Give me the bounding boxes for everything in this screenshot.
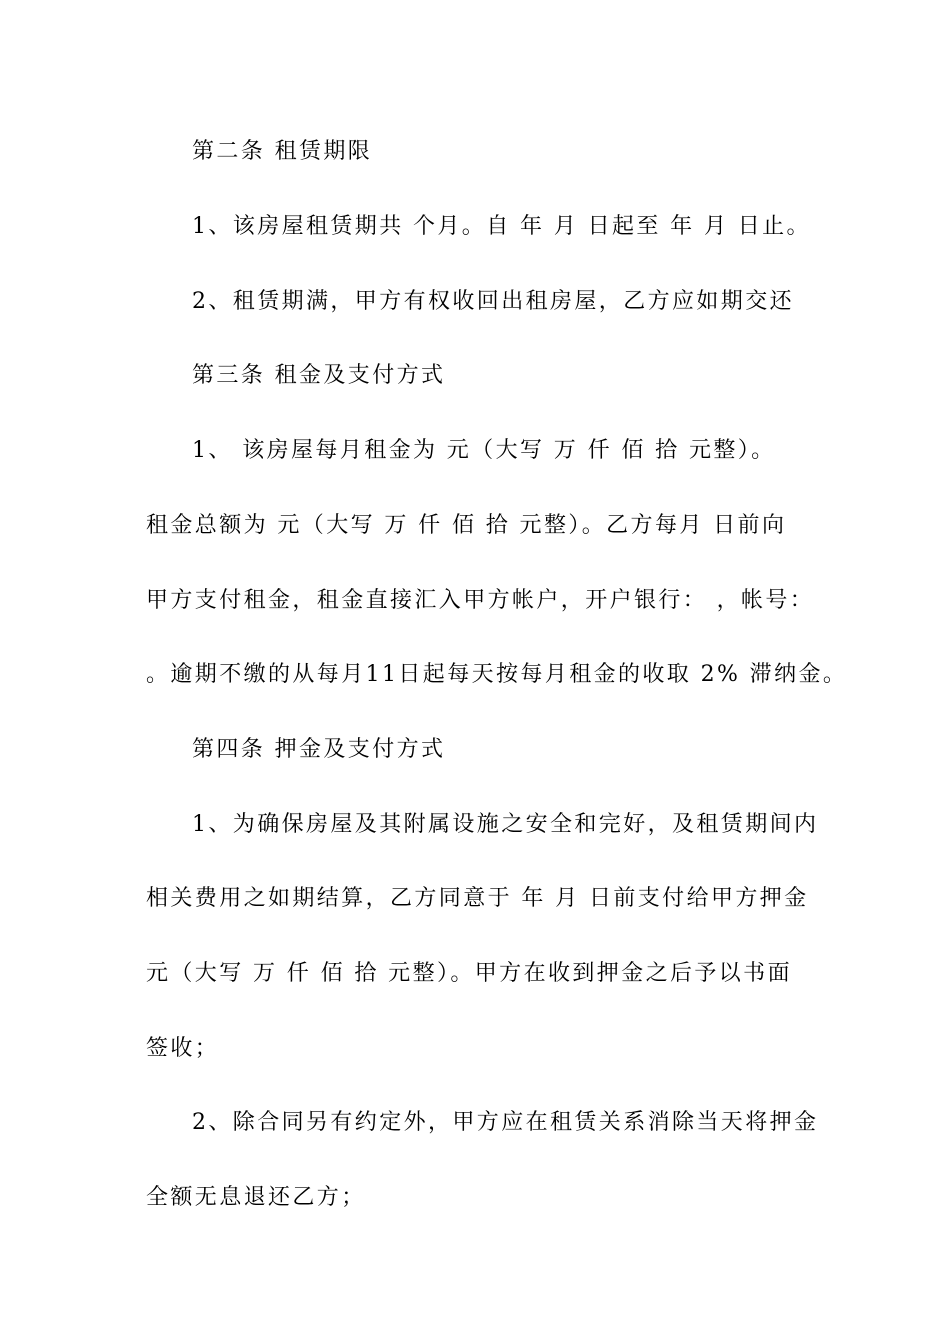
paragraph-line: 签收； xyxy=(146,1036,220,1061)
article-4-heading: 第四条 押金及支付方式 xyxy=(192,737,446,762)
paragraph-line: 1、为确保房屋及其附属设施之安全和完好，及租赁期间内 xyxy=(192,812,819,837)
paragraph-line: 2、除合同另有约定外，甲方应在租赁关系消除当天将押金 xyxy=(192,1110,819,1135)
paragraph-line: 甲方支付租金，租金直接汇入甲方帐户，开户银行： ，帐号： xyxy=(146,588,815,613)
paragraph-line: 租金总额为 元（大写 万 仟 佰 拾 元整）。乙方每月 日前向 xyxy=(146,513,787,538)
paragraph-line: 相关费用之如期结算，乙方同意于 年 月 日前支付给甲方押金 xyxy=(146,886,809,911)
paragraph-line: 2、租赁期满，甲方有权收回出租房屋，乙方应如期交还 xyxy=(192,289,794,314)
paragraph-line: 1、该房屋租赁期共 个月。自 年 月 日起至 年 月 日止。 xyxy=(192,214,811,239)
paragraph-line: 1、 该房屋每月租金为 元（大写 万 仟 佰 拾 元整）。 xyxy=(192,438,776,463)
paragraph-line: 全额无息退还乙方； xyxy=(146,1185,366,1210)
article-2-heading: 第二条 租赁期限 xyxy=(192,139,373,164)
paragraph-line: 元（大写 万 仟 佰 拾 元整）。甲方在收到押金之后予以书面 xyxy=(146,961,792,986)
article-3-heading: 第三条 租金及支付方式 xyxy=(192,363,446,388)
paragraph-line: 。逾期不缴的从每月11日起每天按每月租金的收取 2% 滞纳金。 xyxy=(146,662,848,687)
